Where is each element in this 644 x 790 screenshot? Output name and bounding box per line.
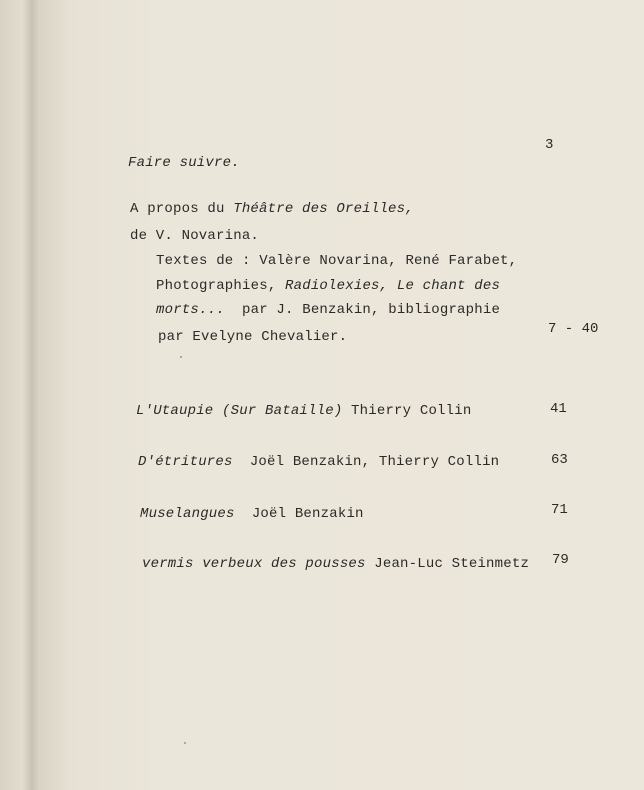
paper-speck xyxy=(184,742,186,744)
page-number-muselangues: 71 xyxy=(551,502,568,518)
toc-entry-theatre-line5: morts... par J. Benzakin, bibliographie xyxy=(156,302,501,318)
page-number-utaupie: 41 xyxy=(550,401,567,417)
toc-entry-theatre-line3: Textes de : Valère Novarina, René Farabet, xyxy=(156,253,518,269)
page-number-theatre: 7 - 40 xyxy=(548,321,599,337)
book-spine-shadow xyxy=(0,0,40,790)
page-number-faire-suivre: 3 xyxy=(545,137,554,153)
page-number-detritures: 63 xyxy=(551,452,568,468)
toc-entry-vermis: vermis verbeux des pousses Jean-Luc Steinmetz xyxy=(142,556,530,572)
toc-title-faire-suivre: Faire suivre. xyxy=(128,155,240,171)
page-number-vermis: 79 xyxy=(552,552,569,568)
toc-entry-detritures: D'étritures Joël Benzakin, Thierry Collin xyxy=(138,454,500,470)
toc-entry-theatre-line1: A propos du Théâtre des Oreilles, xyxy=(130,201,414,217)
toc-entry-theatre-line4: Photographies, Radiolexies, Le chant des xyxy=(156,278,501,294)
toc-entry-theatre-line6: par Evelyne Chevalier. xyxy=(158,329,348,345)
book-page xyxy=(40,0,644,790)
paper-speck xyxy=(180,356,182,358)
toc-entry-muselangues: Muselangues Joël Benzakin xyxy=(140,506,364,522)
toc-entry-utaupie: L'Utaupie (Sur Bataille) Thierry Collin xyxy=(136,403,472,419)
toc-entry-theatre-line2: de V. Novarina. xyxy=(130,228,260,244)
